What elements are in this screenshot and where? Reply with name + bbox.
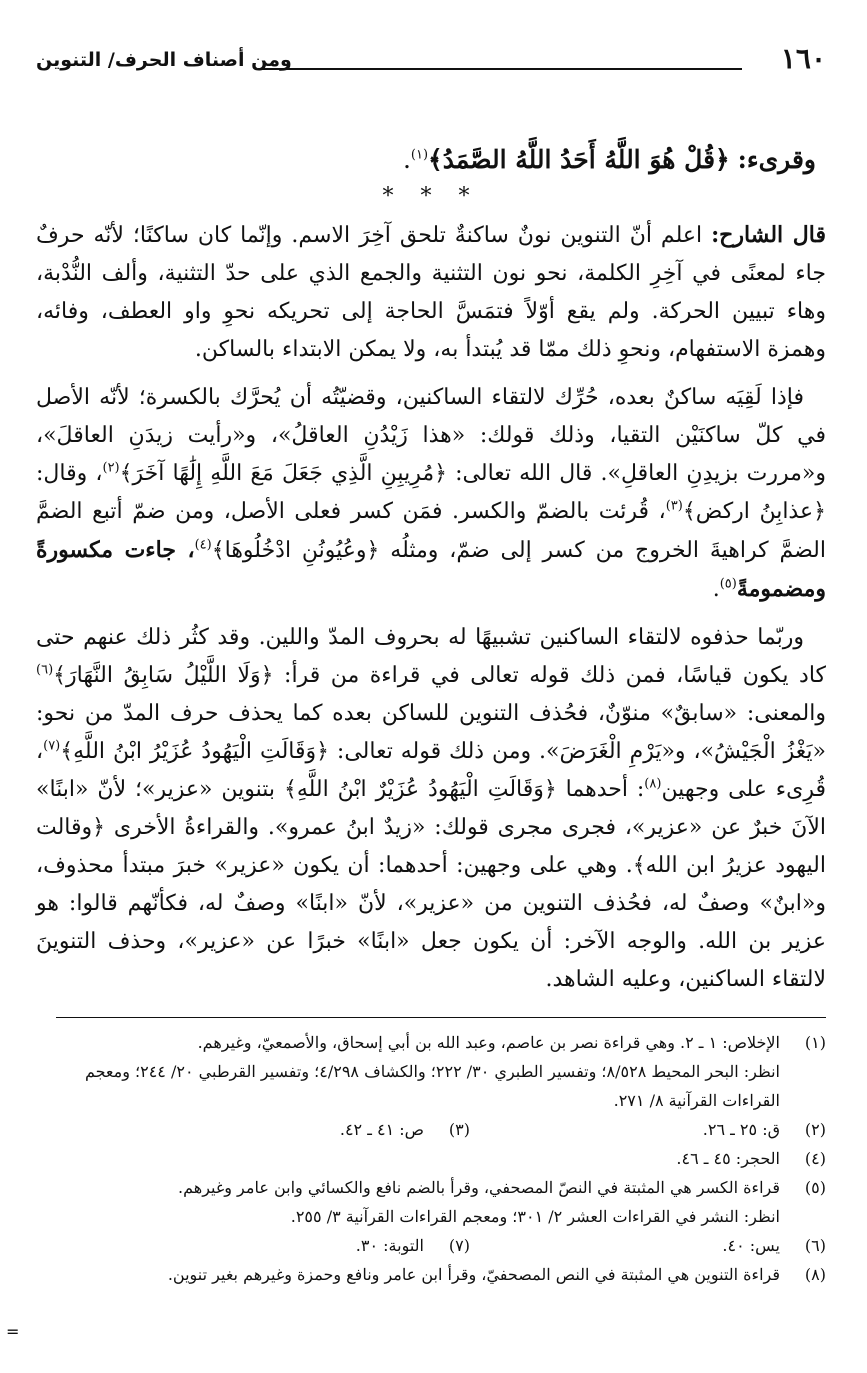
footnote bbox=[36, 1173, 826, 1231]
footnote-line: الإخلاص: ١ ـ ٢. وهي قراءة نصر بن عاصم، وعبد الله بن أبي إسحاق، والأصمعيّ، وغيرهم. bbox=[197, 1033, 780, 1052]
footnote-pair bbox=[36, 1115, 826, 1144]
paragraph-lead: قال الشارح: bbox=[711, 222, 826, 248]
footnote-number: (٢) bbox=[804, 1120, 826, 1139]
verse-end: . bbox=[402, 145, 411, 174]
paragraph bbox=[36, 619, 826, 999]
header-rule bbox=[258, 68, 742, 70]
footnote-rule bbox=[56, 1017, 826, 1018]
footnote-line: انظر: النشر في القراءات العشر ٢/ ٣٠١؛ ومعجم القراءات القرآنية ٣/ ٢٥٥. bbox=[290, 1207, 780, 1226]
footnote-ref: (٧) bbox=[43, 738, 61, 754]
footnote bbox=[590, 1115, 826, 1144]
footnote-line: قراءة الكسر هي المثبتة في النصّ المصحفي، وقرأ بالضم نافع والكسائي وابن عامر وغيرهم. bbox=[178, 1178, 780, 1197]
paragraph-text: وربّما حذفوه لالتقاء الساكنين تشبيهًا له بحروف المدّ واللين. وقد كثُر ذلك عنهم حتى كاد يكون قياسًا، فمن ذلك قوله تعالى في قراءة من قرأ: ﴿وَلَا اللَّيْلُ سَابِقُ النَّهَارَ﴾ bbox=[36, 625, 826, 688]
footnote-number: (٧) bbox=[448, 1236, 470, 1255]
paragraph-text: ، قُرِىء على وجهين bbox=[36, 739, 826, 802]
footnote bbox=[234, 1231, 470, 1260]
footnote-number: (٨) bbox=[804, 1265, 826, 1284]
footnote bbox=[36, 1144, 826, 1173]
footnote-ref: (١) bbox=[410, 147, 429, 163]
running-title: ومن أصناف الحرف/ التنوين bbox=[36, 49, 292, 71]
footnotes bbox=[36, 1028, 826, 1289]
paragraph-text: . bbox=[712, 577, 720, 602]
paragraph-text: ، قُرئت بالضمّ والكسر. فمَن كسر فعلى الأصل، ومن ضمّ أتبع الضمَّ الضمَّ كراهيةَ الخروج من كسر إلى ضمّ، ومثلُه ﴿وعُيُونُنِ ادْخُلُوهَا﴾ bbox=[36, 499, 826, 563]
footnote-line: التوبة: ٣٠. bbox=[355, 1236, 424, 1255]
paragraph bbox=[36, 216, 826, 369]
footnote bbox=[36, 1028, 826, 1115]
paragraph-text: فإذا لَقِيَه ساكنٌ بعده، حُرِّك لالتقاء الساكنين، وقضيّتُه أن يُحرَّك بالكسرة؛ لأنّه الأصل في كلّ ساكنَيْن التقيا، وذلك قولك: «هذا زَيْدُنِ العاقلُ»، و«رأيت زيدَنِ العاقلَ»، و«مررت بزيدِنِ العاقلِ». قال الله تعالى: ﴿مُرِيبِنِ الَّذِي جَعَلَ مَعَ اللَّهِ إِلَٰهًا آخَرَ﴾ bbox=[36, 385, 826, 486]
section-separator: * * * bbox=[382, 184, 480, 209]
footnote-ref: (٨) bbox=[644, 776, 662, 792]
footnote-line: قراءة التنوين هي المثبتة في النص المصحفيّ، وقرأ ابن عامر ونافع وحمزة وغيرهم بغير تنوين. bbox=[167, 1265, 780, 1284]
footnote-number: (٦) bbox=[804, 1236, 826, 1255]
footnote-pair bbox=[36, 1231, 826, 1260]
paragraph-text: ، وقال: ﴿عذابِنُ اركض﴾ bbox=[36, 461, 827, 524]
verse-lead: وقرىء: bbox=[737, 145, 816, 174]
verse-text: ﴿قُلْ هُوَ اللَّهُ أَحَدُ اللَّهُ الصَّمَدُ﴾ bbox=[428, 145, 730, 174]
footnote-number: (٣) bbox=[448, 1120, 470, 1139]
paragraph-text: ، جاءت مكسورةً ومضمومةً bbox=[36, 537, 826, 602]
footnote-line: يس: ٤٠. bbox=[722, 1236, 780, 1255]
footnote-ref: (٦) bbox=[36, 662, 54, 678]
footnote bbox=[36, 1260, 826, 1289]
footnote-ref: (٣) bbox=[665, 498, 683, 514]
footnote-line: انظر: البحر المحيط ٨/٥٢٨؛ وتفسير الطبري ٣٠/ ٢٢٢؛ والكشاف ٤/٢٩٨؛ وتفسير القرطبي ٢٠/ ٢٤٤؛ ومعجم القراءات القرآنية ٨/ ٢٧١. bbox=[84, 1062, 780, 1110]
footnote-line: ص: ٤١ ـ ٤٢. bbox=[339, 1120, 424, 1139]
footnote-line: الحجر: ٤٥ ـ ٤٦. bbox=[676, 1149, 780, 1168]
page-header bbox=[36, 42, 826, 82]
continues-mark: = bbox=[6, 1322, 20, 1341]
footnote bbox=[590, 1231, 826, 1260]
paragraph bbox=[36, 379, 826, 609]
footnote-ref: (٥) bbox=[719, 576, 737, 592]
paragraph-text: اعلم أنّ التنوين نونٌ ساكنةٌ تلحق آخِرَ الاسم. وإنّما كان ساكنًا؛ لأنّه حرفٌ جاء لمعنًى في آخِرِ الكلمة، نحو نون التثنية والجمع الذي على حدّ التثنية، وألف النُّدْبة، وهاء تبيين الحركة. ولم يقع أوّلاً فتمَسَّ الحاجة إلى تحريكه نحوِ واو العطف، وفائه، وهمزة الاستفهام، ونحوِ ذلك ممّا قد يُبتدأ به، ولا يمكن الابتداء بالساكن. bbox=[36, 223, 826, 362]
footnote-number: (١) bbox=[804, 1033, 826, 1052]
footnote-line: ق: ٢٥ ـ ٢٦. bbox=[702, 1120, 780, 1139]
footnote-number: (٥) bbox=[804, 1178, 826, 1197]
footnote-ref: (٢) bbox=[102, 460, 120, 476]
footnote-number: (٤) bbox=[804, 1149, 826, 1168]
page-number: ١٦٠ bbox=[780, 42, 826, 75]
paragraph-text: والمعنى: «سابقٌ» منوّنٌ، فحُذف التنوين للساكن بعده كما يحذف حرف المدّ من نحو: «يَغْزُ الْجَيْشُ»، و«يَرْمِ الْغَرَضَ». ومن ذلك قوله تعالى: ﴿وَقَالَتِ الْيَهُودُ عُزَيْرُ ابْنُ اللَّهِ﴾ bbox=[36, 701, 826, 764]
book-page bbox=[36, 42, 826, 1289]
footnote-ref: (٤) bbox=[194, 537, 212, 553]
paragraph-text: : أحدهما ﴿وَقَالَتِ الْيَهُودُ عُزَيْرٌ ابْنُ اللَّهِ﴾ بتنوين «عزير»؛ لأنّ «ابنًا» الآنَ خبرٌ عن «عزير»، فجرى مجرى قولك: «زيدٌ ابنُ عمرو». والقراءةُ الأخرى ﴿وقالت اليهود عزيرُ ابن الله﴾. وهي على وجهين: أحدهما: أن يكون «عزير» خبرَ مبتدأ محذوف، و«ابنٌ» وصفٌ له، فحُذف التنوين من «عزير»، لأنّ «ابنًا» وصفٌ له، فكأنّهم قالوا: هو عزير بن الله. والوجه الآخر: أن يكون جعل «ابنًا» خبرًا عن «عزير»، وحذف التنوينَ لالتقاء الساكنين، وعليه الشاهد. bbox=[36, 777, 826, 992]
main-text bbox=[36, 216, 826, 999]
footnote bbox=[234, 1115, 470, 1144]
verse-line bbox=[36, 142, 826, 178]
